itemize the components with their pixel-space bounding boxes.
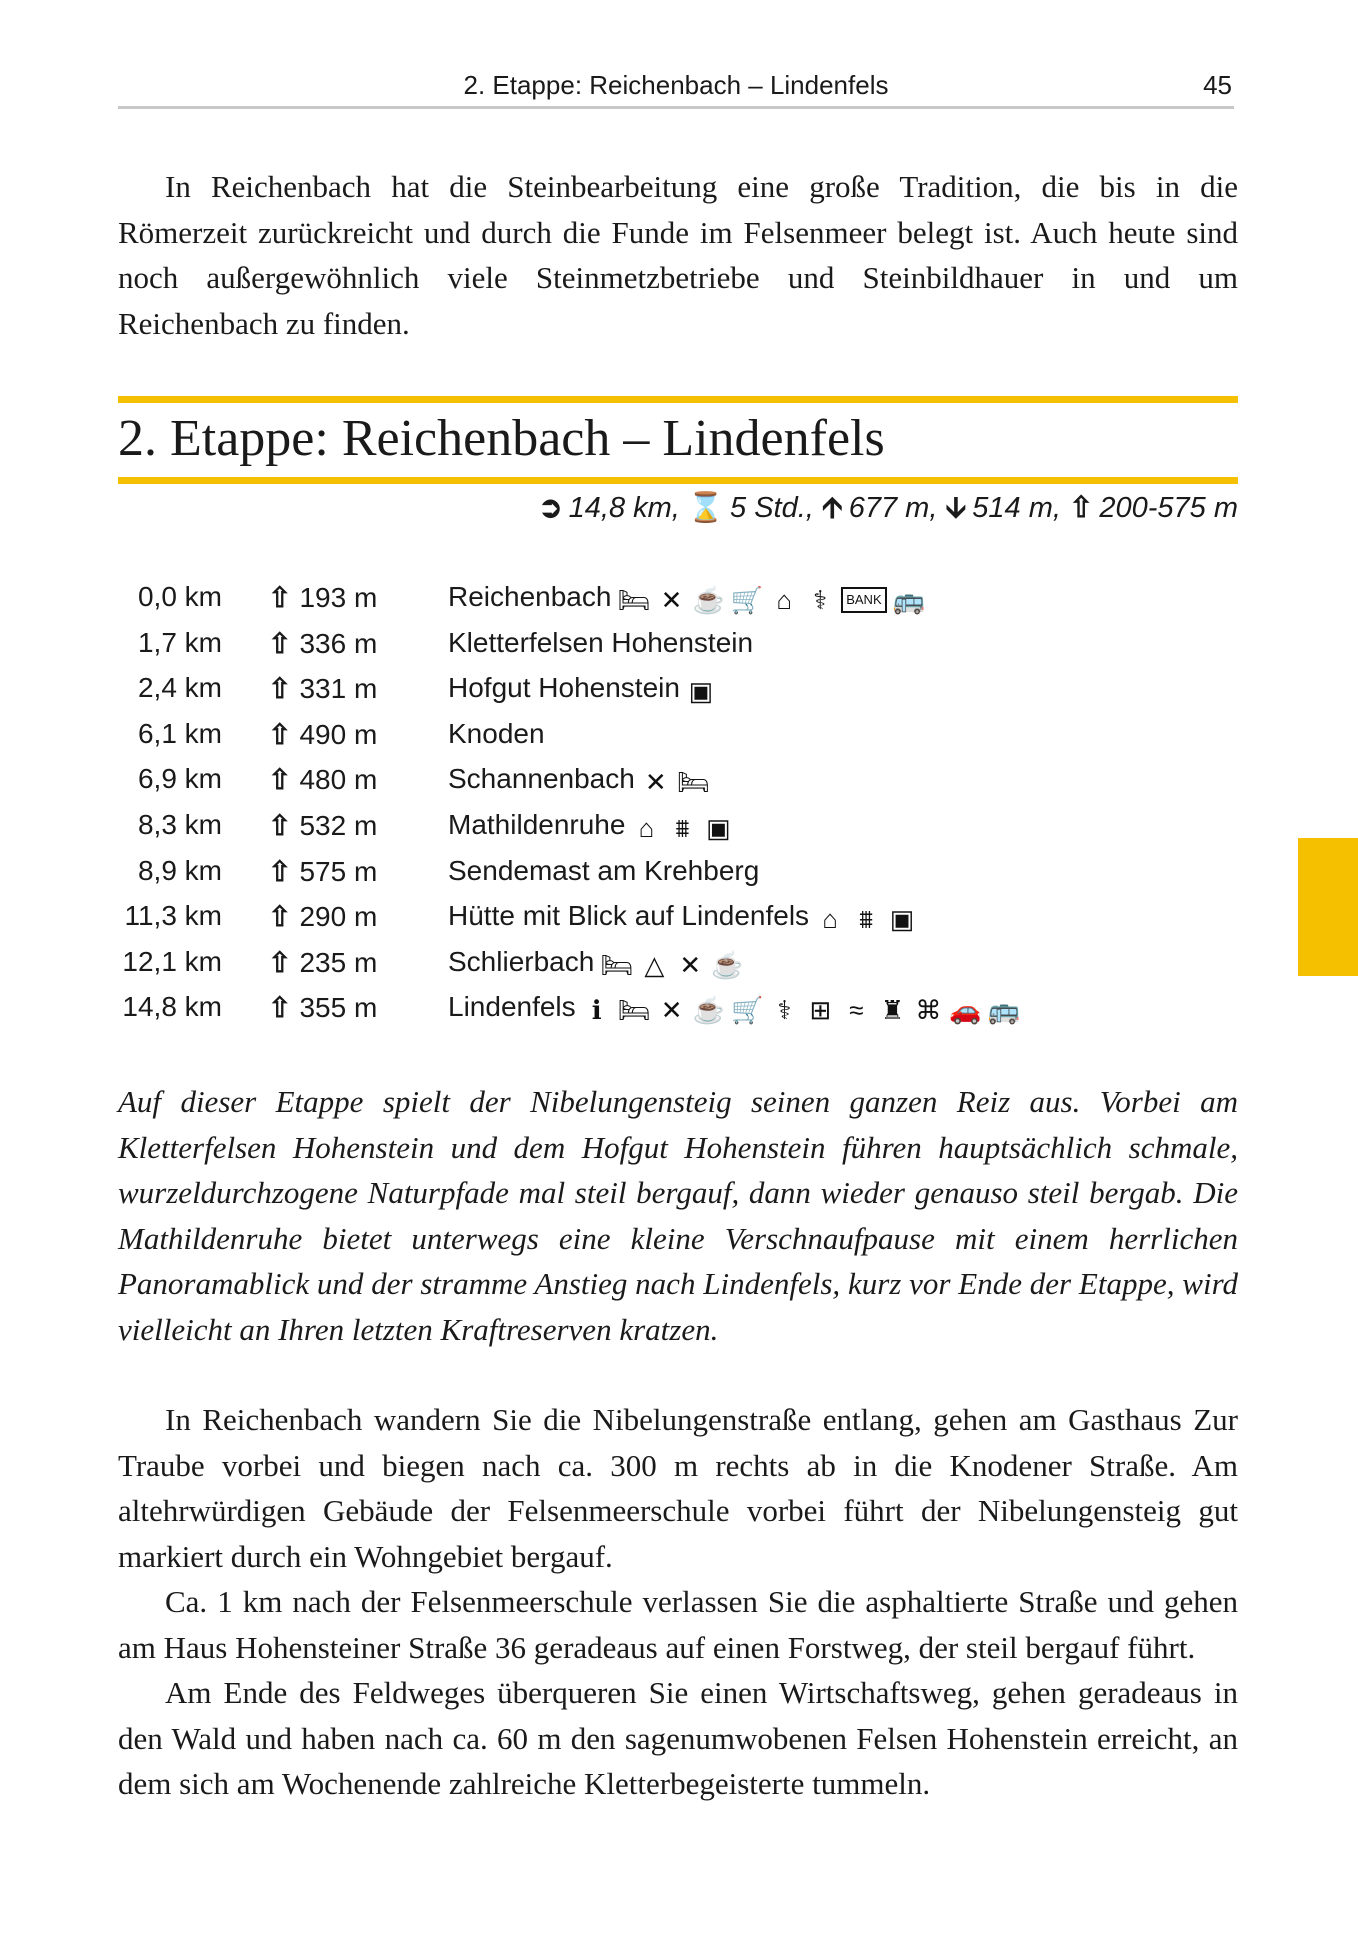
waypoint-distance: 0,0 km <box>137 581 222 612</box>
waypoint-row <box>118 623 1118 669</box>
castle-icon: ♜ <box>880 995 905 1026</box>
waypoint-altitude-value: 290 m <box>299 901 378 933</box>
altitude-arrow-icon: ⇧ <box>268 673 292 705</box>
waypoint-distance: 6,9 km <box>137 763 222 795</box>
snack-stand-icon: ▣ <box>706 812 731 843</box>
bed-icon: 🛏 <box>676 767 710 798</box>
waypoint-place-name: Hütte mit Blick auf Lindenfels <box>448 900 810 932</box>
intro-paragraph: In Reichenbach hat die Steinbearbeitung eine große Tradition, die bis in die Römerzeit zurückreicht und durch die Funde im Felsenmeer belegt ist. Auch heute sind noch außergewöhnlich viele Steinmetzbetriebe und Steinbildhauer in und um Reichenbach zu finden. <box>118 169 1238 341</box>
waypoint-altitude-value: 355 m <box>299 992 378 1024</box>
altitude-arrow-icon: ⇧ <box>268 855 292 887</box>
bus-icon: 🚌 <box>892 584 925 615</box>
pharmacy-icon: ⚕ <box>777 995 792 1026</box>
running-header <box>118 66 1234 109</box>
waypoint-altitude <box>268 900 377 933</box>
swimming-icon: ≈ <box>849 995 864 1026</box>
waypoint-distance: 8,3 km <box>137 808 222 840</box>
altitude-arrow-icon: ⇧ <box>268 582 292 613</box>
waypoint-altitude-value: 331 m <box>299 673 378 705</box>
waypoint-row <box>118 668 1118 714</box>
waypoint-place <box>448 900 923 934</box>
waypoint-icons <box>815 901 923 934</box>
waypoint-place-name: Hofgut Hohenstein <box>448 672 680 704</box>
waypoint-distance: 2,4 km <box>137 672 222 704</box>
altitude-arrow-icon: ⇧ <box>268 992 292 1024</box>
waypoint-place <box>448 991 1026 1025</box>
bed-icon: 🛏 <box>600 949 634 980</box>
route-paragraph-2: Ca. 1 km nach der Felsenmeerschule verlassen Sie die asphaltierte Straße und gehen am Haus Hohensteiner Straße 36 geradeaus auf einen Forstweg, der steil bergauf führt. <box>118 1584 1238 1665</box>
waypoint-row <box>118 714 1118 760</box>
restaurant-icon: ✕ <box>660 584 683 615</box>
waypoint-row <box>118 851 1118 897</box>
post-office-icon: ⌂ <box>776 584 793 615</box>
altitude-arrow-icon: ⇧ <box>1069 492 1094 524</box>
first-aid-icon: ⊞ <box>809 995 832 1026</box>
waypoint-altitude <box>268 718 377 751</box>
altitude-arrow-icon: ⇧ <box>268 718 292 750</box>
snack-stand-icon: ▣ <box>688 676 714 707</box>
chapter-thumb-tab <box>1298 838 1358 976</box>
waypoint-altitude-value: 490 m <box>299 718 378 750</box>
waypoint-icons <box>582 993 1027 1026</box>
waypoint-altitude <box>268 946 377 979</box>
waypoint-place <box>448 581 931 615</box>
shelter-icon: ⌂ <box>638 812 655 843</box>
waypoint-place <box>448 946 750 980</box>
stage-description <box>118 1079 1238 1352</box>
stage-title: 2. Etappe: Reichenbach – Lindenfels <box>118 410 885 467</box>
waypoint-place-name: Knoden <box>448 717 545 749</box>
waypoint-icons <box>686 673 722 706</box>
waypoint-place-name: Schannenbach <box>448 763 635 795</box>
summary-distance: 14,8 km, <box>568 492 680 524</box>
waypoint-altitude <box>268 809 377 842</box>
shelter-icon: ⌂ <box>822 904 838 935</box>
bus-icon: 🚌 <box>987 995 1021 1026</box>
waypoint-place <box>448 763 716 797</box>
waypoint-icons <box>600 947 749 980</box>
bank-icon: BANK <box>841 587 886 613</box>
waypoint-place-name: Lindenfels <box>448 991 576 1023</box>
waypoint-distance: 12,1 km <box>122 945 222 977</box>
waypoint-place-name: Sendemast am Krehberg <box>448 854 760 886</box>
waypoint-altitude <box>268 581 377 614</box>
bed-icon: 🛏 <box>617 995 651 1026</box>
altitude-arrow-icon: ⇧ <box>268 901 292 933</box>
restaurant-icon: ✕ <box>660 995 683 1026</box>
waypoint-distance: 6,1 km <box>137 717 222 749</box>
waypoint-row <box>118 805 1118 851</box>
waypoint-altitude-value: 336 m <box>299 627 378 659</box>
waypoint-icons <box>631 810 739 843</box>
waypoint-altitude-value: 193 m <box>299 582 378 613</box>
stage-heading-block <box>118 396 1238 484</box>
route-paragraph-3: Am Ende des Feldweges überqueren Sie einen Wirtschaftsweg, gehen geradeaus in den Wald und haben nach ca. 60 m den sagenumwobenen Felsen Hohenstein erreicht, an dem sich am Wochenende zahlreiche Kletterbegeisterte tummeln. <box>118 1675 1238 1801</box>
altitude-arrow-icon: ⇧ <box>268 627 292 659</box>
waypoint-table <box>118 577 1118 1033</box>
waypoint-altitude <box>268 855 377 888</box>
sight-icon: ⌘ <box>915 995 942 1026</box>
waypoint-distance: 1,7 km <box>137 626 222 658</box>
waypoint-distance: 11,3 km <box>124 900 222 932</box>
running-header-title: 2. Etappe: Reichenbach – Lindenfels <box>463 70 889 100</box>
summary-duration: 5 Std., <box>730 492 814 524</box>
waypoint-place-name: Schlierbach <box>448 945 595 977</box>
pharmacy-icon: ⚕ <box>813 584 828 615</box>
altitude-arrow-icon: ⇧ <box>268 809 292 841</box>
waypoint-altitude <box>268 991 377 1024</box>
waypoint-distance: 8,9 km <box>137 854 222 886</box>
waypoint-place <box>448 855 759 887</box>
waypoint-altitude-value: 235 m <box>299 946 378 978</box>
waypoint-altitude-value: 575 m <box>299 855 378 887</box>
waypoint-place <box>448 718 545 750</box>
waypoint-distance: 14,8 km <box>122 991 222 1023</box>
cafe-icon: ☕ <box>711 949 744 980</box>
intro-section <box>118 164 1238 346</box>
picnic-table-icon: ⩩ <box>859 904 873 935</box>
car-icon: 🚗 <box>949 995 982 1026</box>
info-icon: ℹ <box>591 995 602 1026</box>
waypoint-place-name: Kletterfelsen Hohenstein <box>448 626 754 658</box>
waypoint-row <box>118 577 1118 623</box>
waypoint-altitude-value: 532 m <box>299 809 378 841</box>
waypoint-row <box>118 896 1118 942</box>
waypoint-place-name: Mathildenruhe <box>448 808 626 840</box>
restaurant-icon: ✕ <box>679 949 702 980</box>
summary-descent: 514 m, <box>972 492 1061 524</box>
waypoint-place <box>448 672 722 706</box>
altitude-arrow-icon: ⇧ <box>268 946 292 978</box>
tent-icon: △ <box>644 949 665 980</box>
descent-arrow-icon: 🡫 <box>945 492 967 524</box>
waypoint-altitude-value: 480 m <box>299 764 378 796</box>
waypoint-icons <box>617 582 931 615</box>
waypoint-altitude <box>268 627 377 660</box>
summary-altitude-range: 200-575 m <box>1099 492 1238 524</box>
ascent-arrow-icon: 🡩 <box>821 492 843 524</box>
waypoint-place <box>448 809 739 843</box>
distance-arrow-icon: ➲ <box>538 492 563 524</box>
restaurant-icon: ✕ <box>644 767 667 798</box>
waypoint-place <box>448 627 753 659</box>
waypoint-place-name: Reichenbach <box>448 581 612 612</box>
waypoint-row <box>118 759 1118 805</box>
page-number: 45 <box>1203 70 1232 100</box>
route-paragraph-1: In Reichenbach wandern Sie die Nibelungenstraße entlang, gehen am Gasthaus Zur Traube vorbei und biegen nach ca. 300 m rechts ab in die Knodener Straße. Am altehrwürdigen Gebäude der Felsenmeerschule vorbei führt der Nibelungensteig gut markiert durch ein Wohngebiet bergauf. <box>118 1402 1238 1574</box>
waypoint-altitude <box>268 672 377 705</box>
italic-summary-paragraph: Auf dieser Etappe spielt der Nibelungensteig seinen ganzen Reiz aus. Vorbei am Kletterfelsen Hohenstein und dem Hofgut Hohenstein führen hauptsächlich schmale, wurzeldurchzogene Naturpfade mal steil bergauf, dann wieder genauso steil bergab. Die Mathildenruhe bietet unterwegs eine kleine Verschnaufpause mit einem herrlichen Panoramablick und der stramme Anstieg nach Lindenfels, kurz vor Ende der Etappe, wird vielleicht an Ihren letzten Kraftreserven kratzen. <box>118 1084 1238 1347</box>
waypoint-row <box>118 987 1118 1033</box>
waypoint-row <box>118 942 1118 988</box>
altitude-arrow-icon: ⇧ <box>268 764 292 796</box>
shopping-cart-icon: 🛒 <box>731 995 764 1026</box>
picnic-table-icon: ⩩ <box>675 812 690 843</box>
hourglass-icon: ⌛ <box>687 492 725 524</box>
cafe-icon: ☕ <box>692 995 726 1026</box>
route-description <box>118 1397 1238 1807</box>
shopping-cart-icon: 🛒 <box>730 584 764 615</box>
waypoint-altitude <box>268 763 377 796</box>
stage-summary <box>538 487 1238 536</box>
waypoint-icons <box>641 765 716 798</box>
snack-stand-icon: ▣ <box>889 904 915 935</box>
bed-icon: 🛏 <box>617 584 651 615</box>
summary-ascent: 677 m, <box>848 492 938 524</box>
cafe-icon: ☕ <box>692 584 725 615</box>
